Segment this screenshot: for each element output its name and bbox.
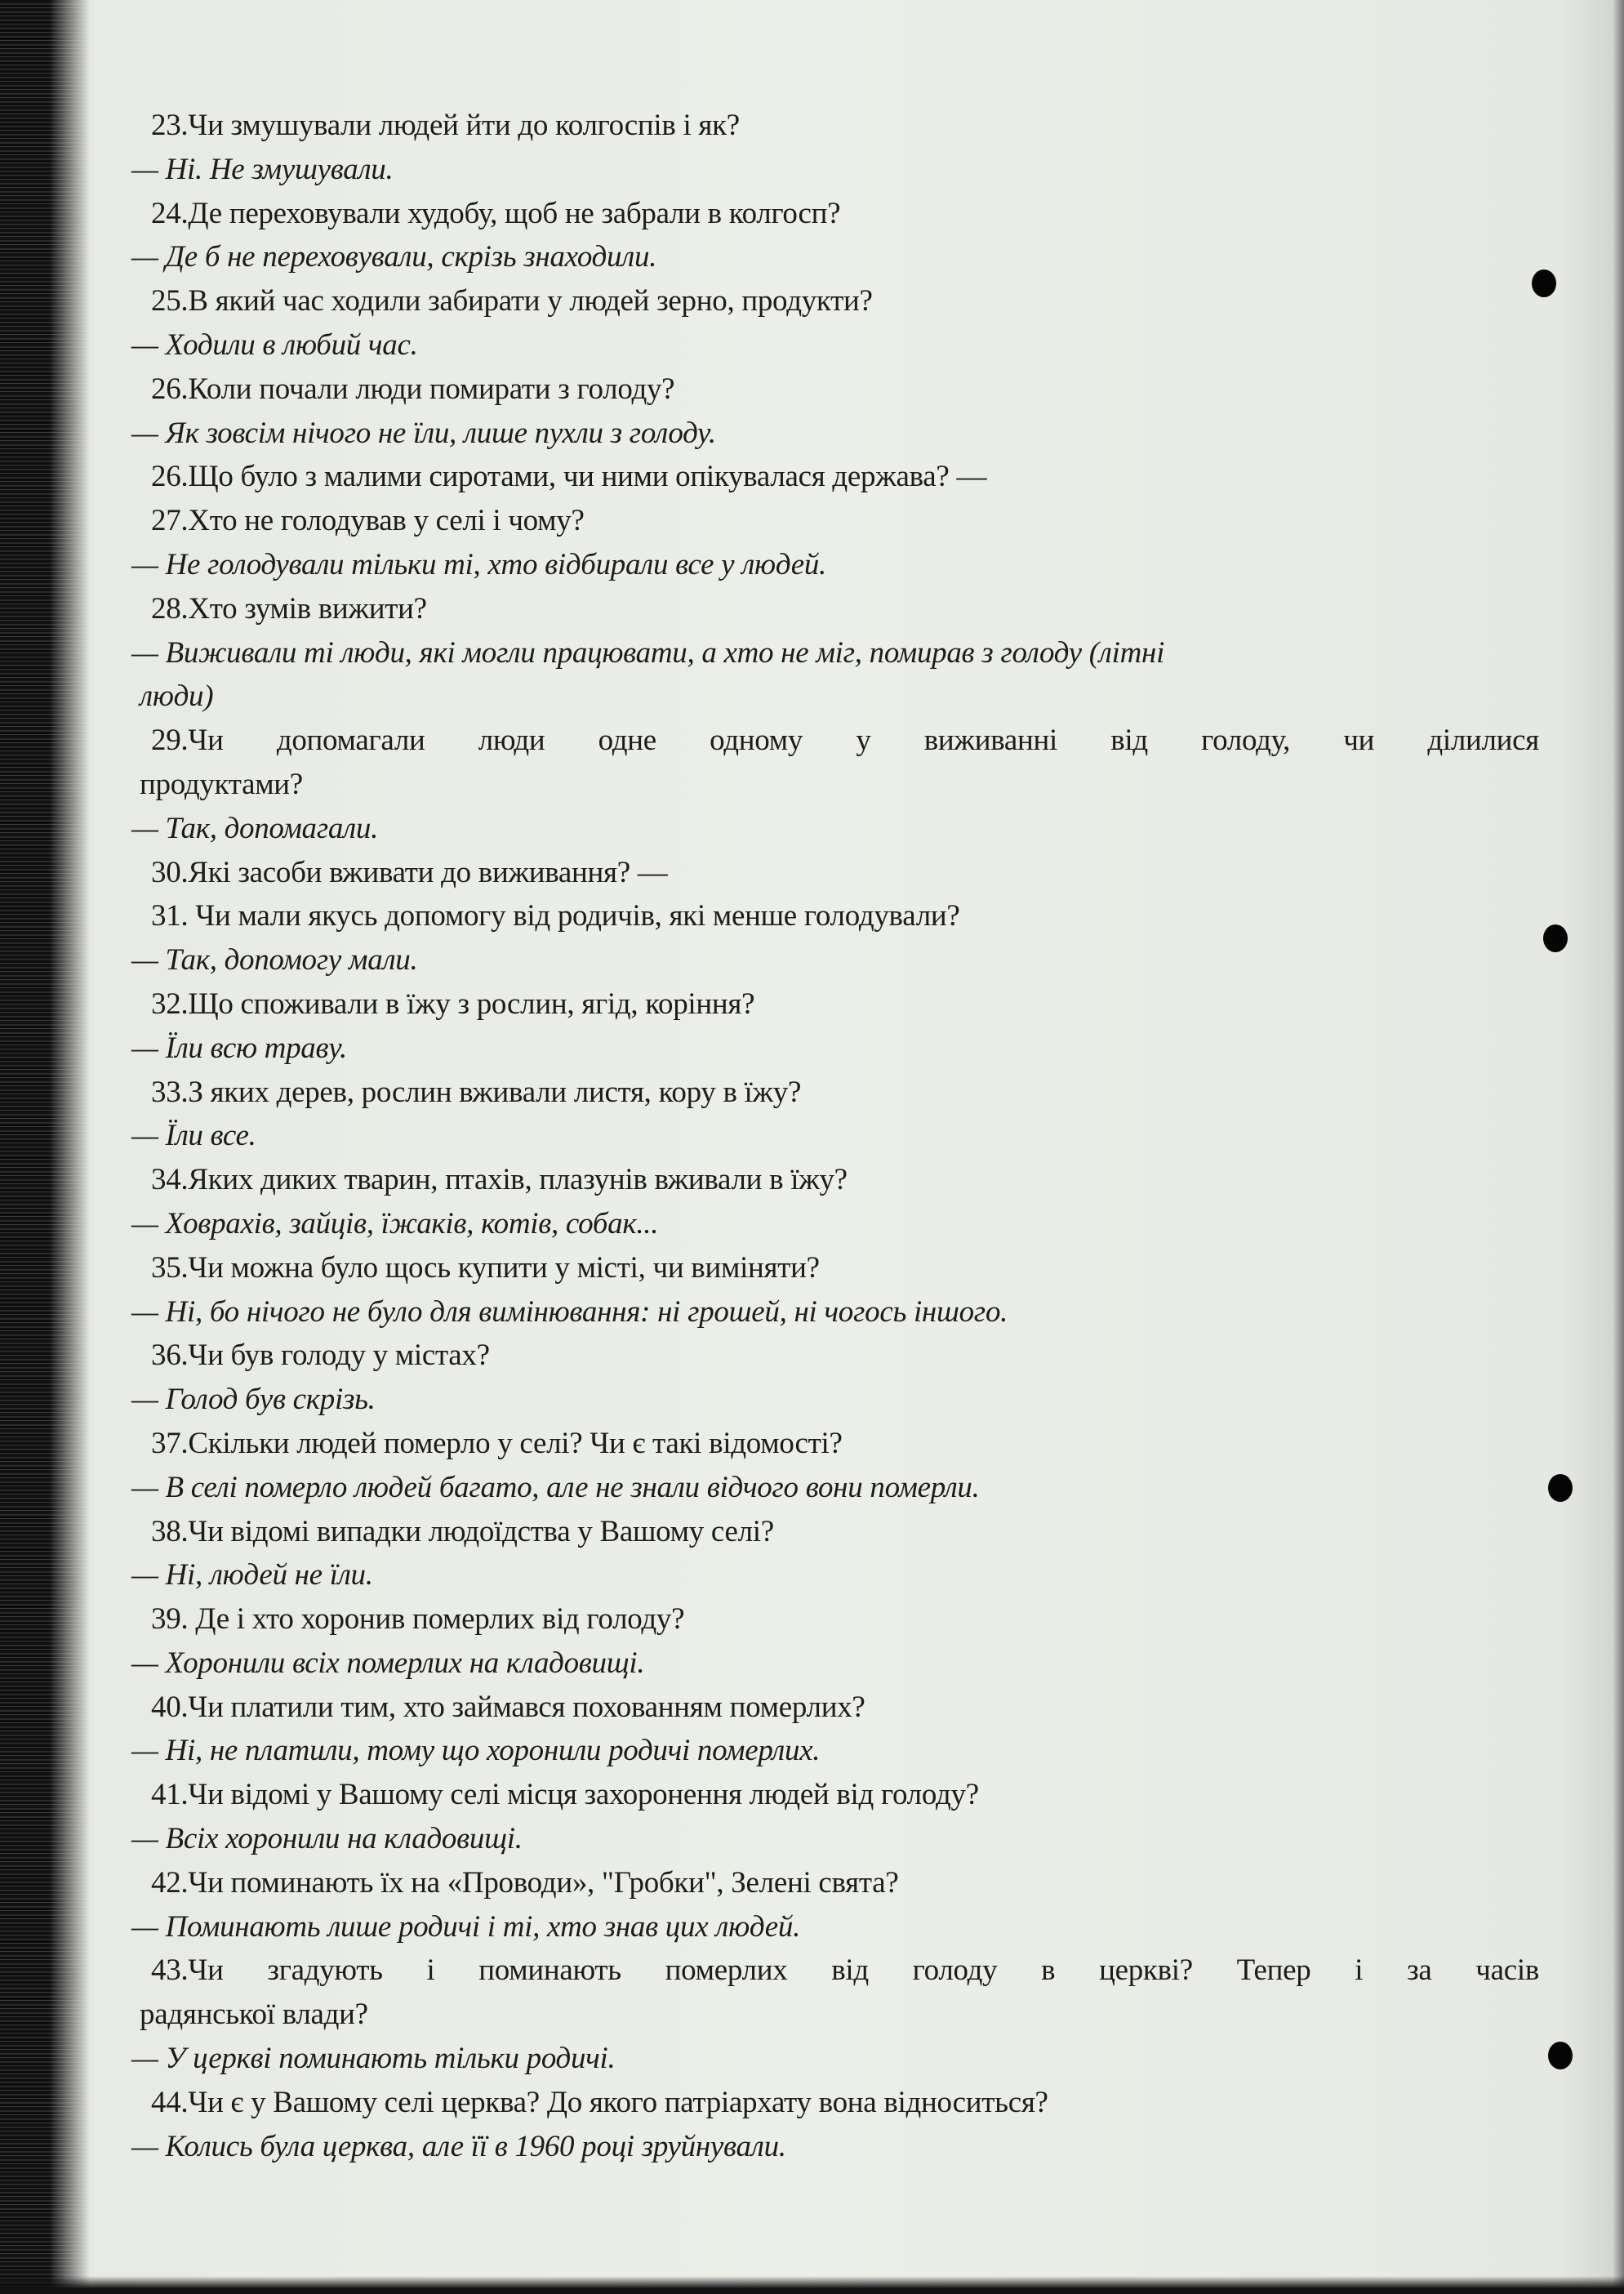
question-line: 29.Чи допомагали люди одне одному у виживанні від голоду, чи ділилися (151, 724, 1539, 758)
question-line: продуктами? (140, 767, 303, 801)
question-line: 40.Чи платили тим, хто займався похованням померлих? (151, 1690, 865, 1724)
answer-line: — В селі померло людей багато, але не знали відчого вони померли. (131, 1470, 980, 1504)
answer-line: — Ні. Не змушували. (131, 152, 394, 186)
question-line: 27.Хто не голодував у селі і чому? (151, 504, 585, 538)
question-line: 23.Чи змушували людей йти до колгоспів і як? (151, 109, 740, 142)
question-line: 33.З яких дерев, рослин вживали листя, кору в їжу? (151, 1075, 802, 1109)
question-line: 26.Коли почали люди помирати з голоду? (151, 372, 675, 406)
question-line: 28.Хто зумів вижити? (151, 591, 427, 626)
answer-line: — Всіх хоронили на кладовищі. (131, 1822, 523, 1856)
answer-line: — Їли все. (131, 1119, 256, 1153)
question-line: 30.Які засоби вживати до виживання? — (151, 855, 668, 889)
answer-line: — Ходили в любий час. (131, 327, 418, 362)
question-line: 35.Чи можна було щось купити у місті, чи виміняти? (151, 1250, 820, 1285)
answer-line: — Так, допомогу мали. (131, 943, 418, 978)
answer-line: — Не голодували тільки ті, хто відбирали все у людей. (131, 547, 826, 581)
question-line: радянської влади? (140, 1998, 368, 2032)
answer-line: — Ні, людей не їли. (131, 1558, 373, 1592)
answer-line: — Хоронили всіх померлих на кладовищі. (131, 1646, 645, 1680)
punch-hole (1548, 2042, 1573, 2069)
answer-line: — Поминають лише родичі і ті, хто знав цих людей. (131, 1909, 801, 1944)
question-line: 36.Чи був голоду у містах? (151, 1339, 490, 1373)
answer-line: — Як зовсім нічого не їли, лише пухли з голоду. (131, 416, 716, 450)
answer-line: люди) (140, 679, 214, 714)
question-line: 32.Що споживали в їжу з рослин, ягід, коріння? (151, 987, 755, 1021)
answer-line: — У церкві поминають тільки родичі. (131, 2042, 616, 2076)
answer-line: — Ні, бо нічого не було для вимінювання: ні грошей, ні чогось іншого. (131, 1294, 1008, 1329)
answer-line: — Де б не переховували, скрізь знаходили. (131, 240, 657, 274)
question-line: 41.Чи відомі у Вашому селі місця захоронення людей від голоду? (151, 1778, 979, 1812)
scan-bottom-edge (0, 2276, 1624, 2294)
questionnaire-page (131, 104, 1539, 2168)
question-line: 25.В який час ходили забирати у людей зерно, продукти? (151, 284, 873, 318)
question-line: 37.Скільки людей померло у селі? Чи є такі відомості? (151, 1426, 843, 1460)
question-line: 44.Чи є у Вашому селі церква? До якого патріархату вона відноситься? (151, 2085, 1048, 2119)
question-line: 26.Що було з малими сиротами, чи ними опікувалася держава? — (151, 460, 987, 494)
answer-line: — Голод був скрізь. (131, 1383, 376, 1417)
answer-line: — Їли всю траву. (131, 1031, 348, 1065)
question-line: 31. Чи мали якусь допомогу від родичів, які менше голодували? (151, 899, 960, 933)
scan-edge-shadow (0, 0, 90, 2294)
answer-line: — Ні, не платили, тому що хоронили родичі померлих. (131, 1734, 821, 1768)
question-line: 43.Чи згадують і поминають померлих від голоду в церкві? Тепер і за часів (151, 1953, 1539, 1988)
punch-hole (1543, 924, 1568, 952)
answer-line: — Ховрахів, зайців, їжаків, котів, собак... (131, 1206, 659, 1241)
question-line: 24.Де переховували худобу, щоб не забрали в колгосп? (151, 196, 841, 230)
page-edge-shadow (1613, 0, 1624, 2294)
answer-line: — Колись була церква, але її в 1960 році зруйнували. (131, 2129, 786, 2163)
answer-line: — Так, допомагали. (131, 811, 379, 845)
question-line: 42.Чи поминають їх на «Проводи», "Гробки", Зелені свята? (151, 1865, 899, 1900)
punch-hole (1548, 1474, 1573, 1502)
question-line: 34.Яких диких тварин, птахів, плазунів вживали в їжу? (151, 1163, 848, 1197)
answer-line: — Виживали ті люди, які могли працювати, а хто не міг, помирав з голоду (літні (131, 635, 1165, 670)
question-line: 38.Чи відомі випадки людоїдства у Вашому селі? (151, 1514, 774, 1548)
question-line: 39. Де і хто хоронив померлих від голоду? (151, 1602, 685, 1637)
